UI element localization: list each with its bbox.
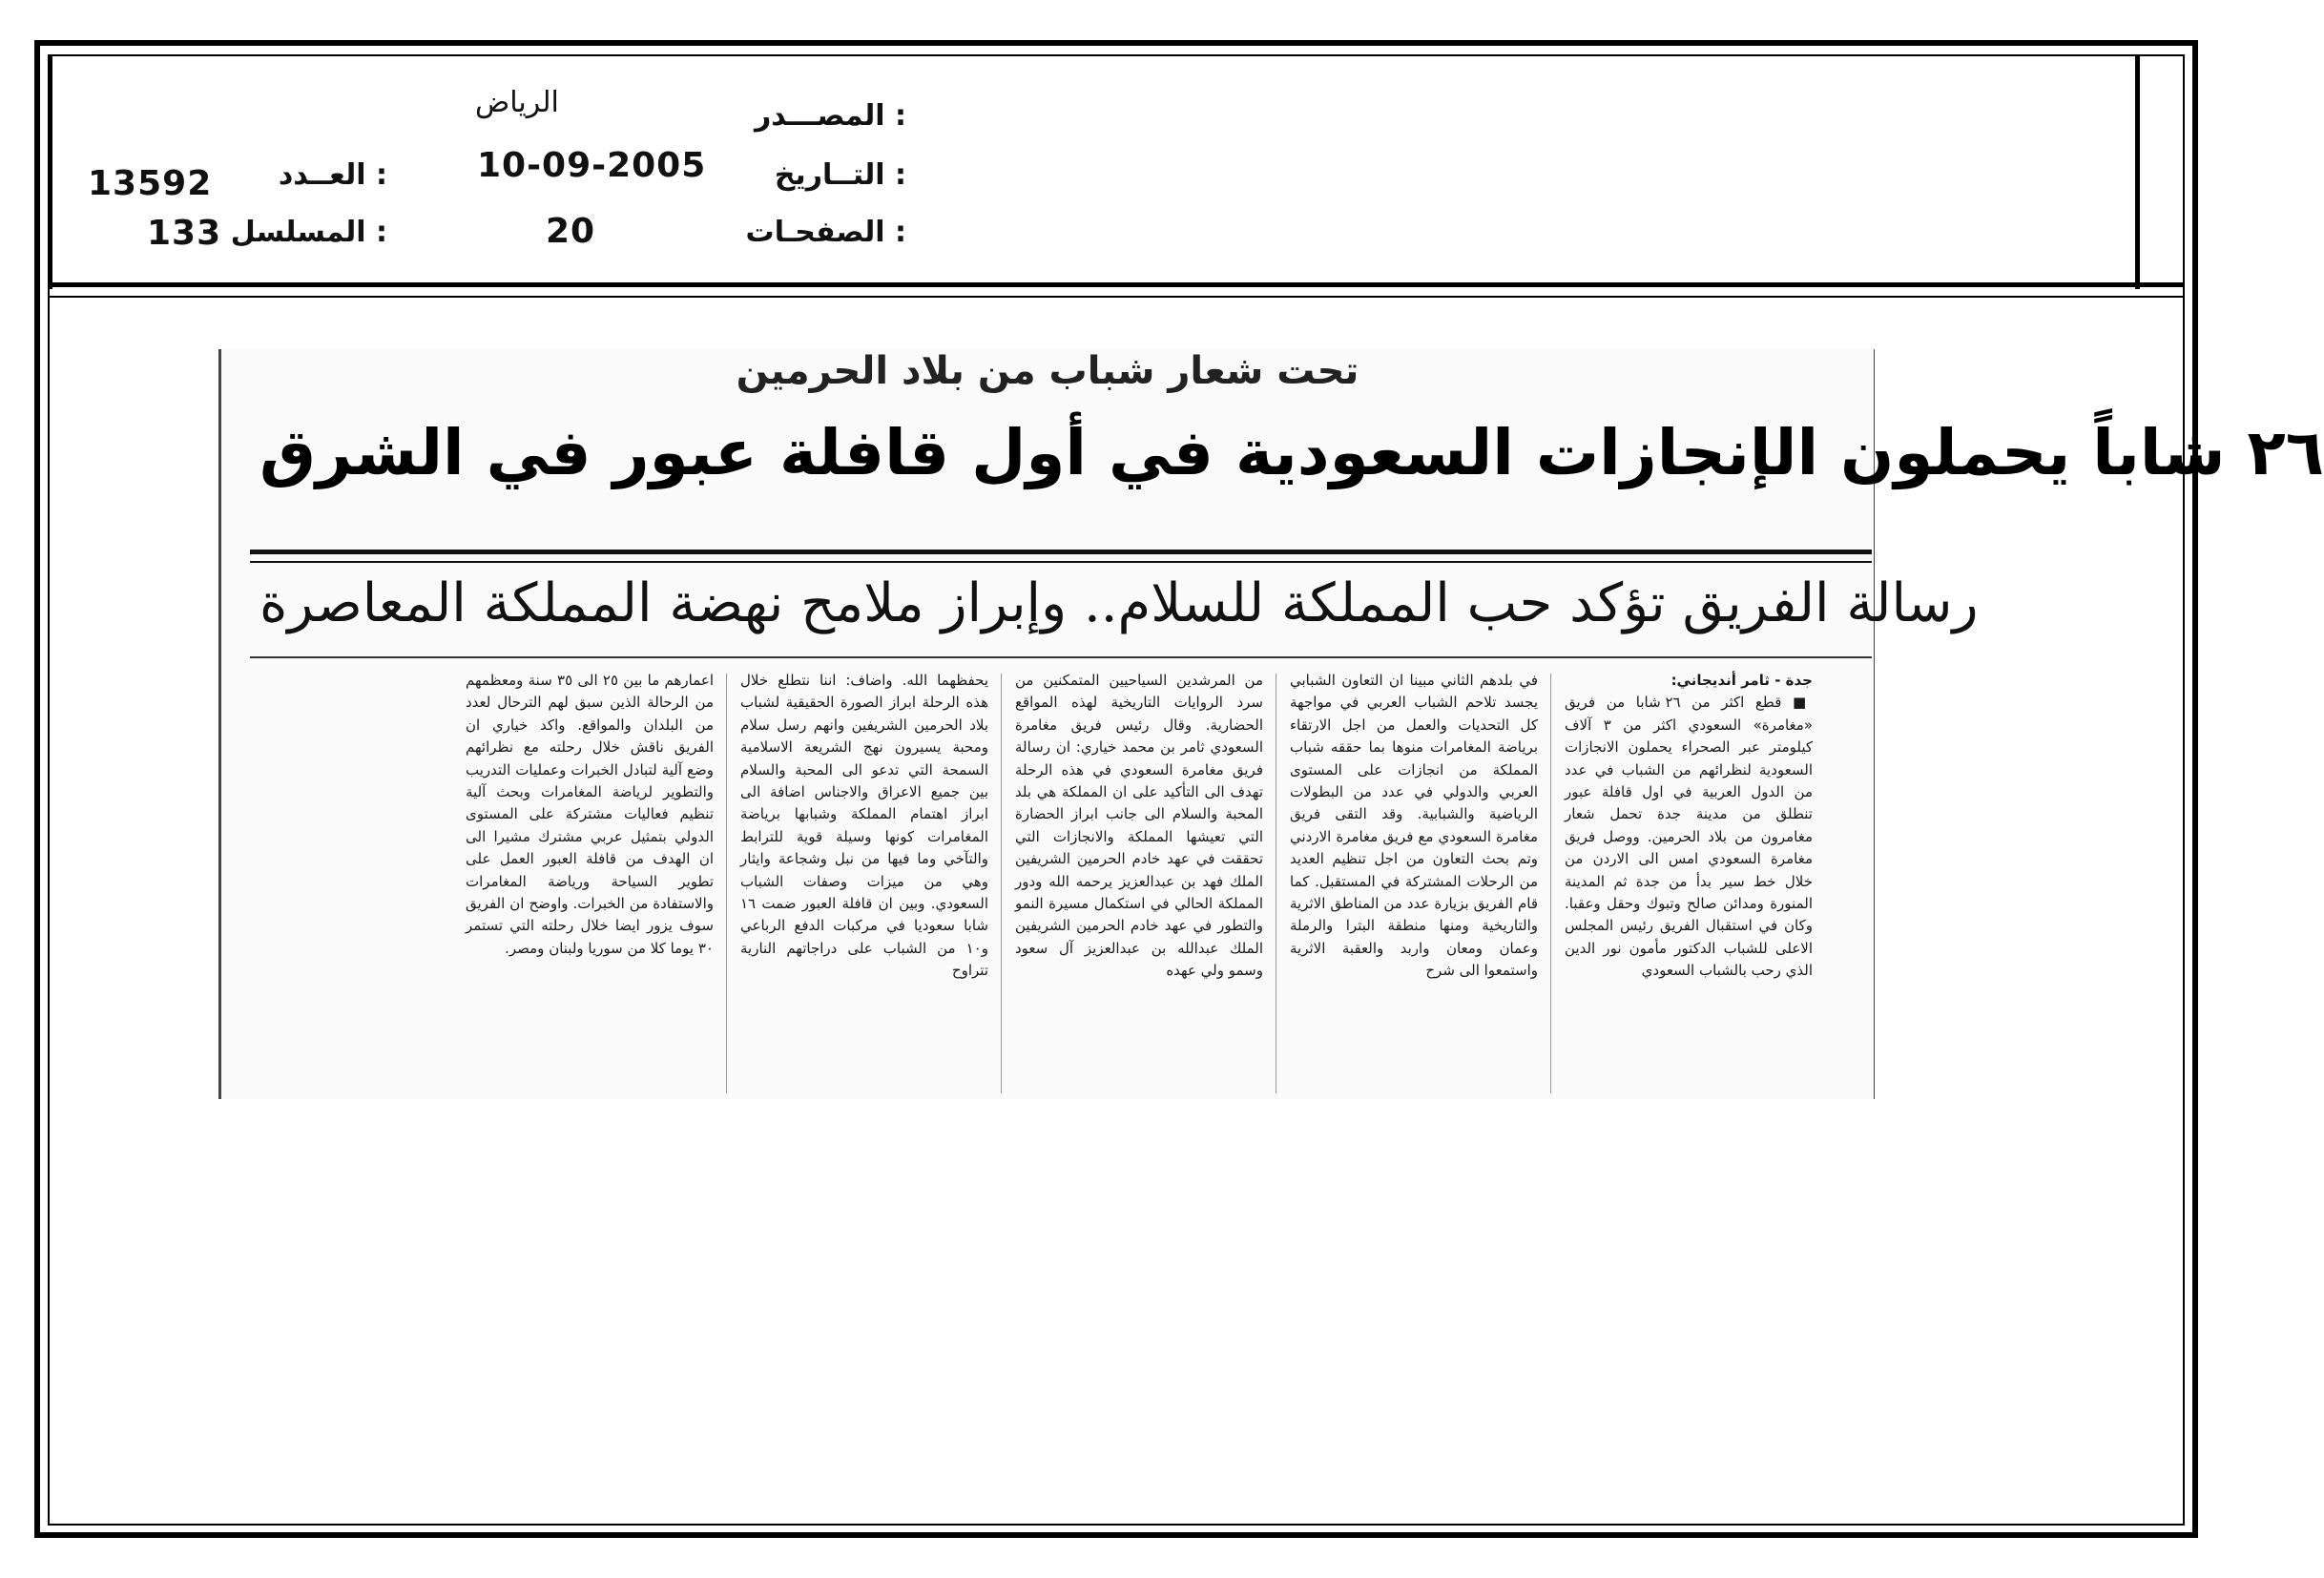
header-right-edge [2135,54,2140,289]
article-column-text: من المرشدين السياحيين المتمكنين من سرد الروايات التاريخية لهذه المواقع الحضارية. وقال رئيس فريق مغامرة السعودي ثامر بن محمد خياري: ان رسالة فريق مغامرة السعودي في هذه الرحلة تهدف الى التأكيد على ان المملكة هي بلد المحبة والسلام الى جانب ابراز الحضارة التي تعيشها المملكة والانجازات التي تحققت في عهد خادم الحرمين الشريفين الملك فهد بن عبدالعزيز يرحمه الله ودور المملكة الحالي في استكمال مسيرة النمو والتطور في عهد خادم الحرمين الشريفين الملك عبدالله بن عبدالعزيز آل سعود وسمو ولي عهده [1015,672,1263,980]
article-kicker: تحت شعار شباب من بلاد الحرمين [736,349,1359,393]
source-value: الرياض [475,86,559,119]
header-divider-thin [48,296,2185,298]
article-column-1 [1565,670,1813,983]
subheadline-rule [250,656,1872,658]
headline-rule-thin [250,561,1872,563]
article-column-text: في بلدهم الثاني مبينا ان التعاون الشبابي يجسد تلاحم الشباب العربي في مواجهة كل التحديات والعمل من اجل الارتقاء برياضة المغامرات منوها بما حققه شباب المملكة من انجازات على المستوى العربي والدولي في عدد من البطولات الرياضية والشبابية. وقد التقى فريق مغامرة السعودي مع فريق مغامرة الاردني وتم بحث التعاون من اجل تنظيم العديد من الرحلات المشتركة في المستقبل. كما قام الفريق بزيارة عدد من المناطق الاثرية والتاريخية ومنها منطقة البترا والرملة وعمان ومعان واربد والعقبة الاثرية واستمعوا الى شرح [1290,672,1538,980]
header-divider-thick [48,282,2185,287]
serial-label: المسلسل : [230,216,387,249]
date-label: التــاريخ : [774,158,906,192]
issue-value: 13592 [88,164,213,203]
column-divider [726,674,727,1093]
column-divider [1550,674,1551,1093]
article-column-3 [1015,670,1263,983]
pages-label: الصفحـات : [745,216,906,249]
article-column-4 [740,670,988,983]
source-label: المصـــدر : [754,99,906,133]
newspaper-clipping [221,349,2324,1099]
headline-rule-thick [250,550,1872,554]
article-column-text: ■ قطع اكثر من ٢٦ شابا من فريق «مغامرة» السعودي اكثر من ٣ آلاف كيلومتر عبر الصحراء يحملون الانجازات السعودية لنظرائهم من الشباب في عدد من الدول العربية في اول قافلة عبور تنطلق من مدينة جدة تحمل شعار مغامرون من بلاد الحرمين. ووصل فريق مغامرة السعودي امس الى الاردن من خلال خط سير بدأ من جدة ثم المدينة المنورة ومدائن صالح وتبوك وحقل وعقبا. وكان في استقبال الفريق رئيس المجلس الاعلى للشباب الدكتور مأمون نور الدين الذي رحب بالشباب السعودي [1565,694,1813,980]
header-left-edge [48,54,52,289]
article-column-2 [1290,670,1538,983]
issue-label: العــدد : [278,158,387,192]
serial-value: 133 [147,214,222,253]
article-subheadline: رسالة الفريق تؤكد حب المملكة للسلام.. وإبراز ملامح نهضة المملكة المعاصرة [259,572,1979,634]
article-byline: جدة - ثامر أنديجاني: [1670,672,1813,689]
article-headline: ٢٦ شاباً يحملون الإنجازات السعودية في أول قافلة عبور في الشرق [259,416,2324,489]
article-column-text: اعمارهم ما بين ٢٥ الى ٣٥ سنة ومعظمهم من الرحالة الذين سبق لهم الترحال لعدد من البلدان والمواقع. واكد خياري ان الفريق ناقش خلال رحلته مع نظرائهم وضع آلية لتبادل الخبرات وعمليات التدريب والتطوير لرياضة المغامرات وبحث آلية تنظيم فعاليات مشتركة على المستوى الدولي بتمثيل عربي مشترك مشيرا الى ان الهدف من قافلة العبور العمل على تطوير السياحة ورياضة المغامرات والاستفادة من الخبرات. واوضح ان الفريق سوف يزور ايضا خلال رحلته التي تستمر ٣٠ يوما كلا من سوريا ولبنان ومصر. [466,672,715,957]
article-column-5 [466,670,714,960]
pages-value: 20 [546,212,596,251]
article-column-text: يحفظهما الله. واضاف: اننا نتطلع خلال هذه الرحلة ابراز الصورة الحقيقية لشباب بلاد الحرمين الشريفين وانهم رسل سلام ومحبة يسيرون نهج الشريعة الاسلامية السمحة التي تدعو الى المحبة والسلام بين جميع الاعراق والاجناس اضافة الى ابراز اهتمام المملكة وشبابها برياضة المغامرات كونها وسيلة قوية للترابط والتآخي وما فيها من نبل وشجاعة وايثار وهي من ميزات وصفات الشباب السعودي. وبين ان قافلة العبور ضمت ١٦ شابا سعوديا في مركبات الدفع الرباعي و١٠ من الشباب على دراجاتهم النارية تتراوح [740,672,988,980]
date-value: 10-09-2005 [477,146,707,185]
column-divider [1001,674,1002,1093]
